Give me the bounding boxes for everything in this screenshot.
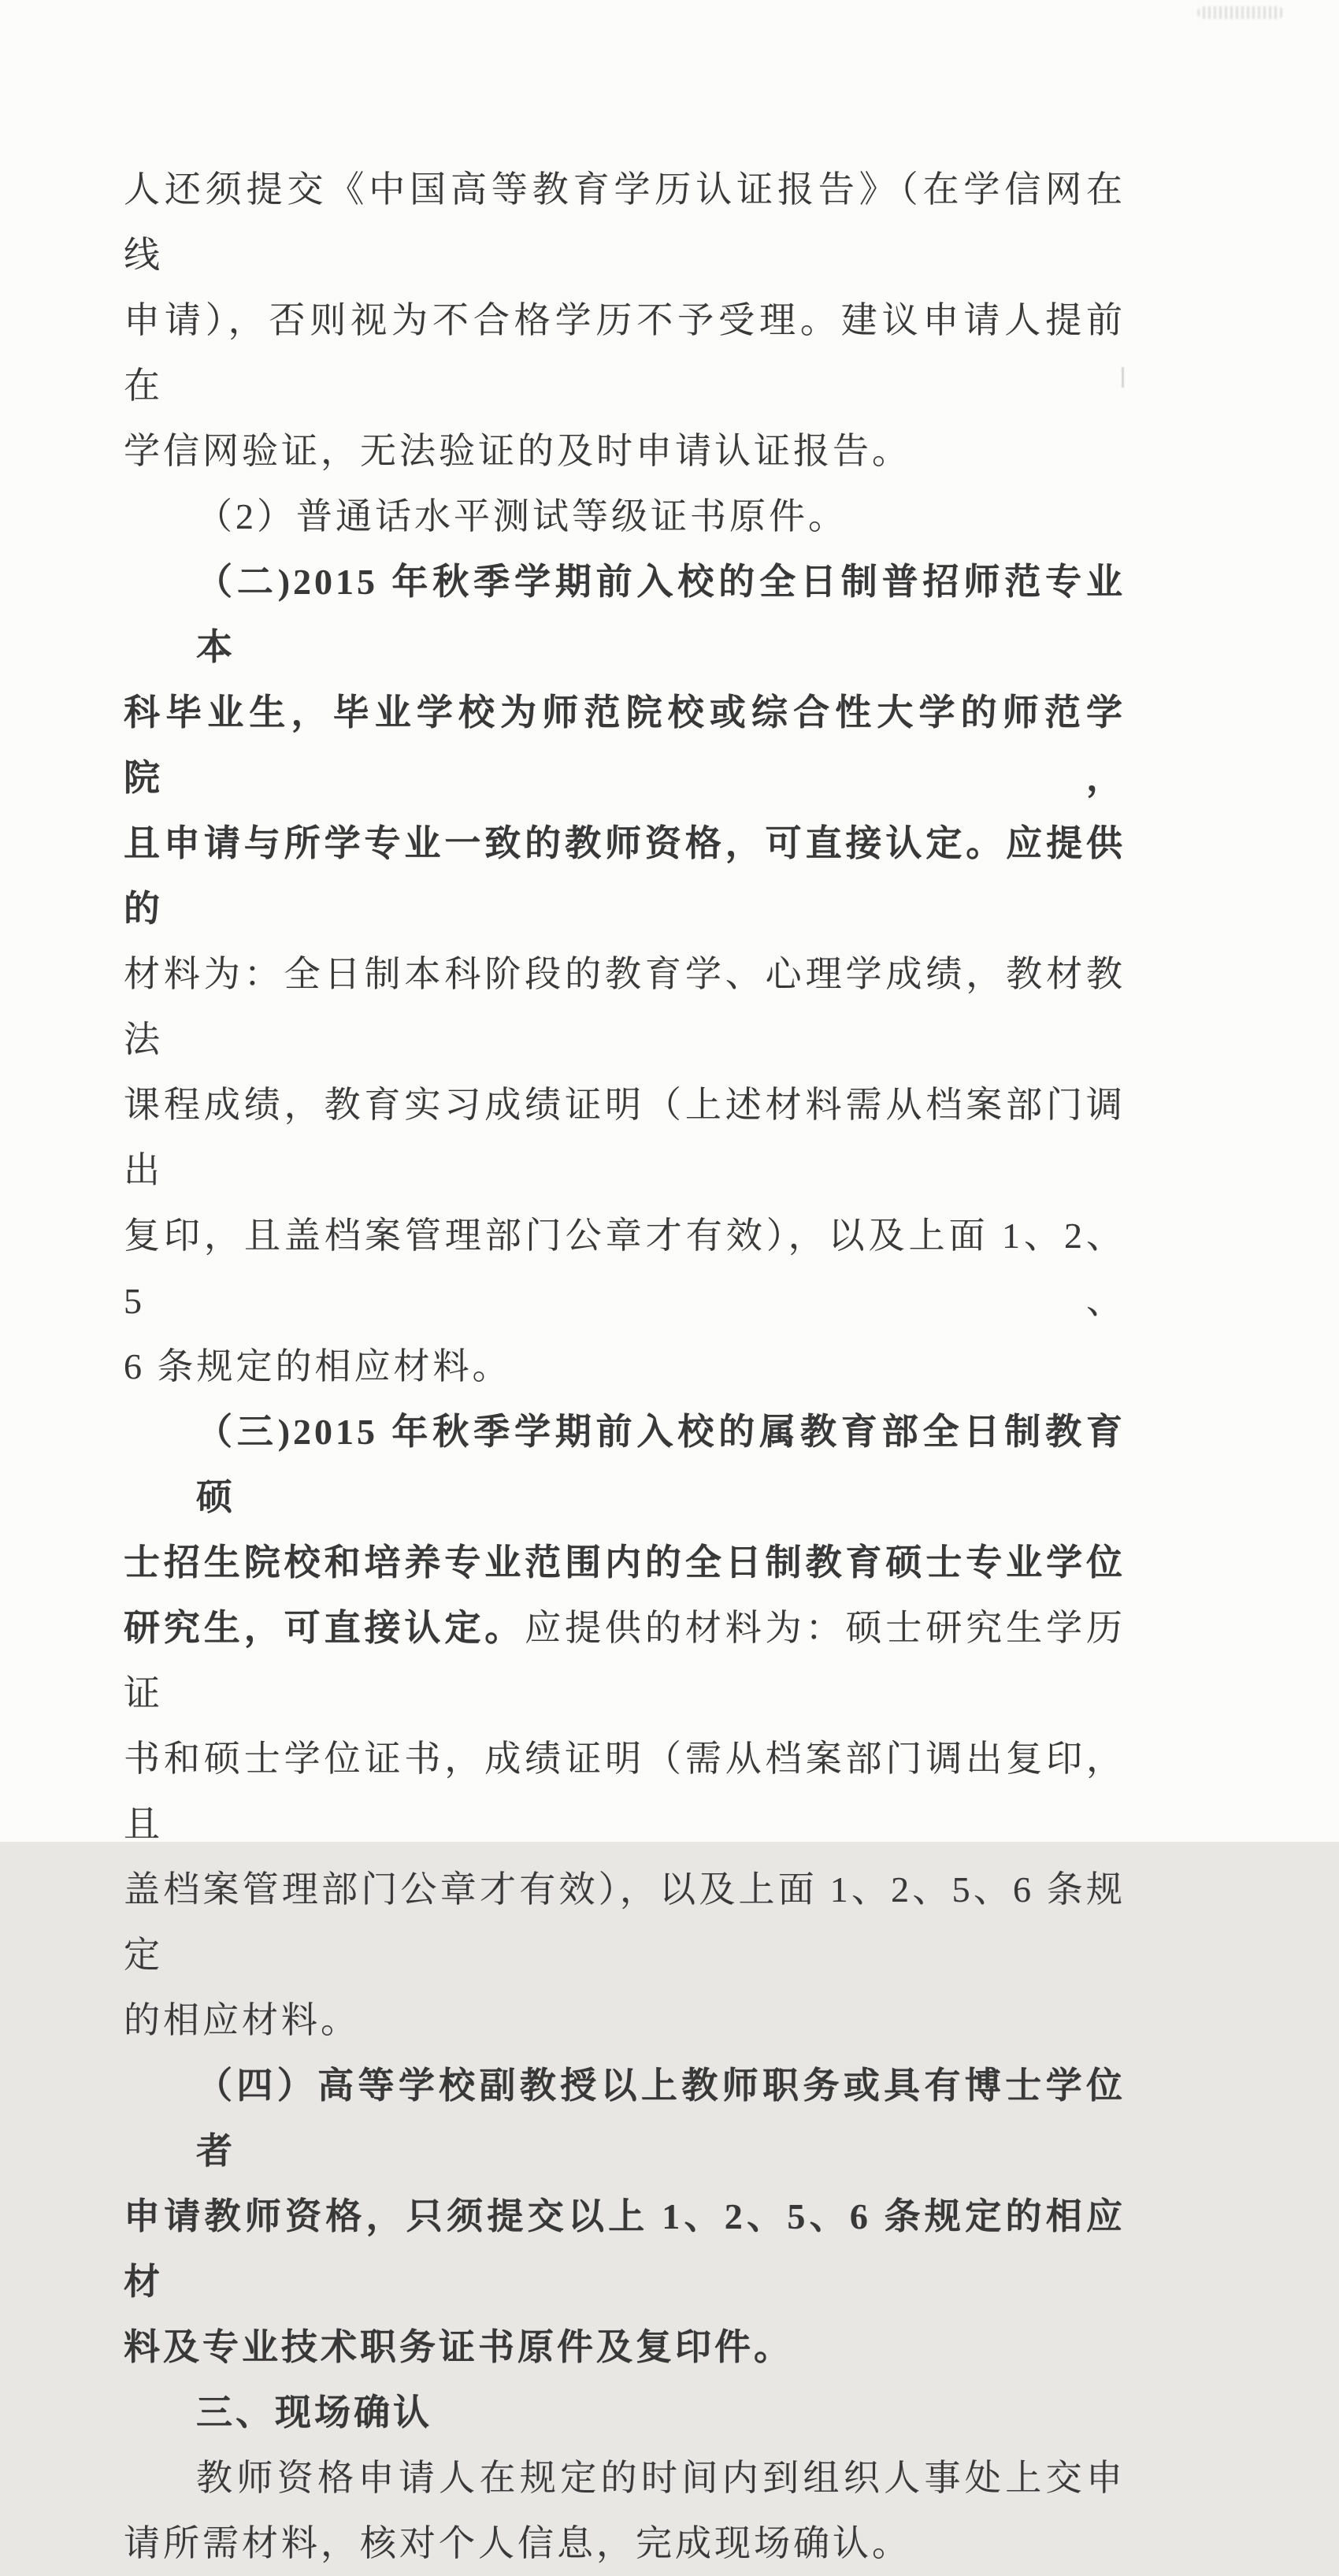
text-line	[124, 1857, 1126, 1988]
text-segment: 材料为：全日制本科阶段的教育学、心理学成绩，教材教法	[124, 954, 1126, 1060]
text-segment: 6 条规定的相应材料。	[124, 1346, 512, 1386]
text-segment: 复印，且盖档案管理部门公章才有效），以及上面 1、2、5、	[124, 1216, 1126, 1321]
bold-text-segment: 科毕业生，毕业学校为师范院校或综合性大学的师范学院，	[124, 692, 1126, 798]
text-line	[124, 484, 1126, 549]
text-segment: 请所需材料，核对个人信息，完成现场确认。	[124, 2523, 911, 2563]
text-line	[124, 549, 1126, 680]
text-line	[124, 680, 1126, 811]
text-segment: （2）普通话水平测试等级证书原件。	[196, 496, 848, 536]
text-line	[124, 811, 1126, 941]
text-line	[124, 418, 1126, 484]
text-line	[124, 1072, 1126, 1203]
text-segment: 教师资格申请人在规定的时间内到组织人事处上交申	[196, 2458, 1126, 2498]
text-line	[124, 1595, 1126, 1726]
text-segment: 应提供的材料为：硕士研究生学历证	[124, 1608, 1126, 1713]
bold-text-segment: 士招生院校和培养专业范围内的全日制教育硕士专业学位	[124, 1542, 1126, 1583]
text-line	[124, 1334, 1126, 1399]
text-line	[124, 2053, 1126, 2184]
text-line	[124, 1203, 1126, 1334]
bold-text-segment: （三)2015 年秋季学期前入校的属教育部全日制教育硕	[196, 1412, 1126, 1517]
text-line	[124, 1726, 1126, 1857]
text-line	[124, 157, 1126, 288]
bold-text-segment: 研究生，可直接认定。	[124, 1608, 525, 1648]
text-segment: 申请），否则视为不合格学历不予受理。建议申请人提前在	[124, 300, 1126, 406]
text-line	[124, 2511, 1126, 2576]
bold-text-segment: 且申请与所学专业一致的教师资格，可直接认定。应提供的	[124, 823, 1126, 929]
document-body	[124, 157, 1126, 2576]
text-segment: 人还须提交《中国高等教育学历认证报告》（在学信网在线	[124, 169, 1126, 275]
text-line	[124, 1988, 1126, 2053]
text-segment: 学信网验证，无法验证的及时申请认证报告。	[124, 431, 911, 471]
bold-text-segment: 申请教师资格，只须提交以上 1、2、5、6 条规定的相应材	[124, 2196, 1126, 2302]
bold-text-segment: 料及专业技术职务证书原件及复印件。	[124, 2327, 793, 2367]
text-line	[124, 2314, 1126, 2380]
text-line	[124, 941, 1126, 1072]
text-line	[124, 1399, 1126, 1530]
text-line	[124, 1530, 1126, 1595]
bold-text-segment: （四）高等学校副教授以上教师职务或具有博士学位者	[196, 2066, 1126, 2171]
bold-text-segment: 三、现场确认	[196, 2392, 432, 2433]
text-line	[124, 2445, 1126, 2511]
text-segment: 盖档案管理部门公章才有效），以及上面 1、2、5、6 条规定	[124, 1869, 1126, 1975]
text-segment: 书和硕士学位证书，成绩证明（需从档案部门调出复印，且	[124, 1739, 1126, 1844]
text-segment: 的相应材料。	[124, 2000, 360, 2040]
text-line	[124, 2380, 1126, 2445]
text-line	[124, 288, 1126, 418]
text-line	[124, 2184, 1126, 2314]
bold-text-segment: （二)2015 年秋季学期前入校的全日制普招师范专业本	[196, 562, 1126, 667]
scan-artifact-smudge	[1197, 6, 1284, 19]
text-segment: 课程成绩，教育实习成绩证明（上述材料需从档案部门调出	[124, 1085, 1126, 1190]
